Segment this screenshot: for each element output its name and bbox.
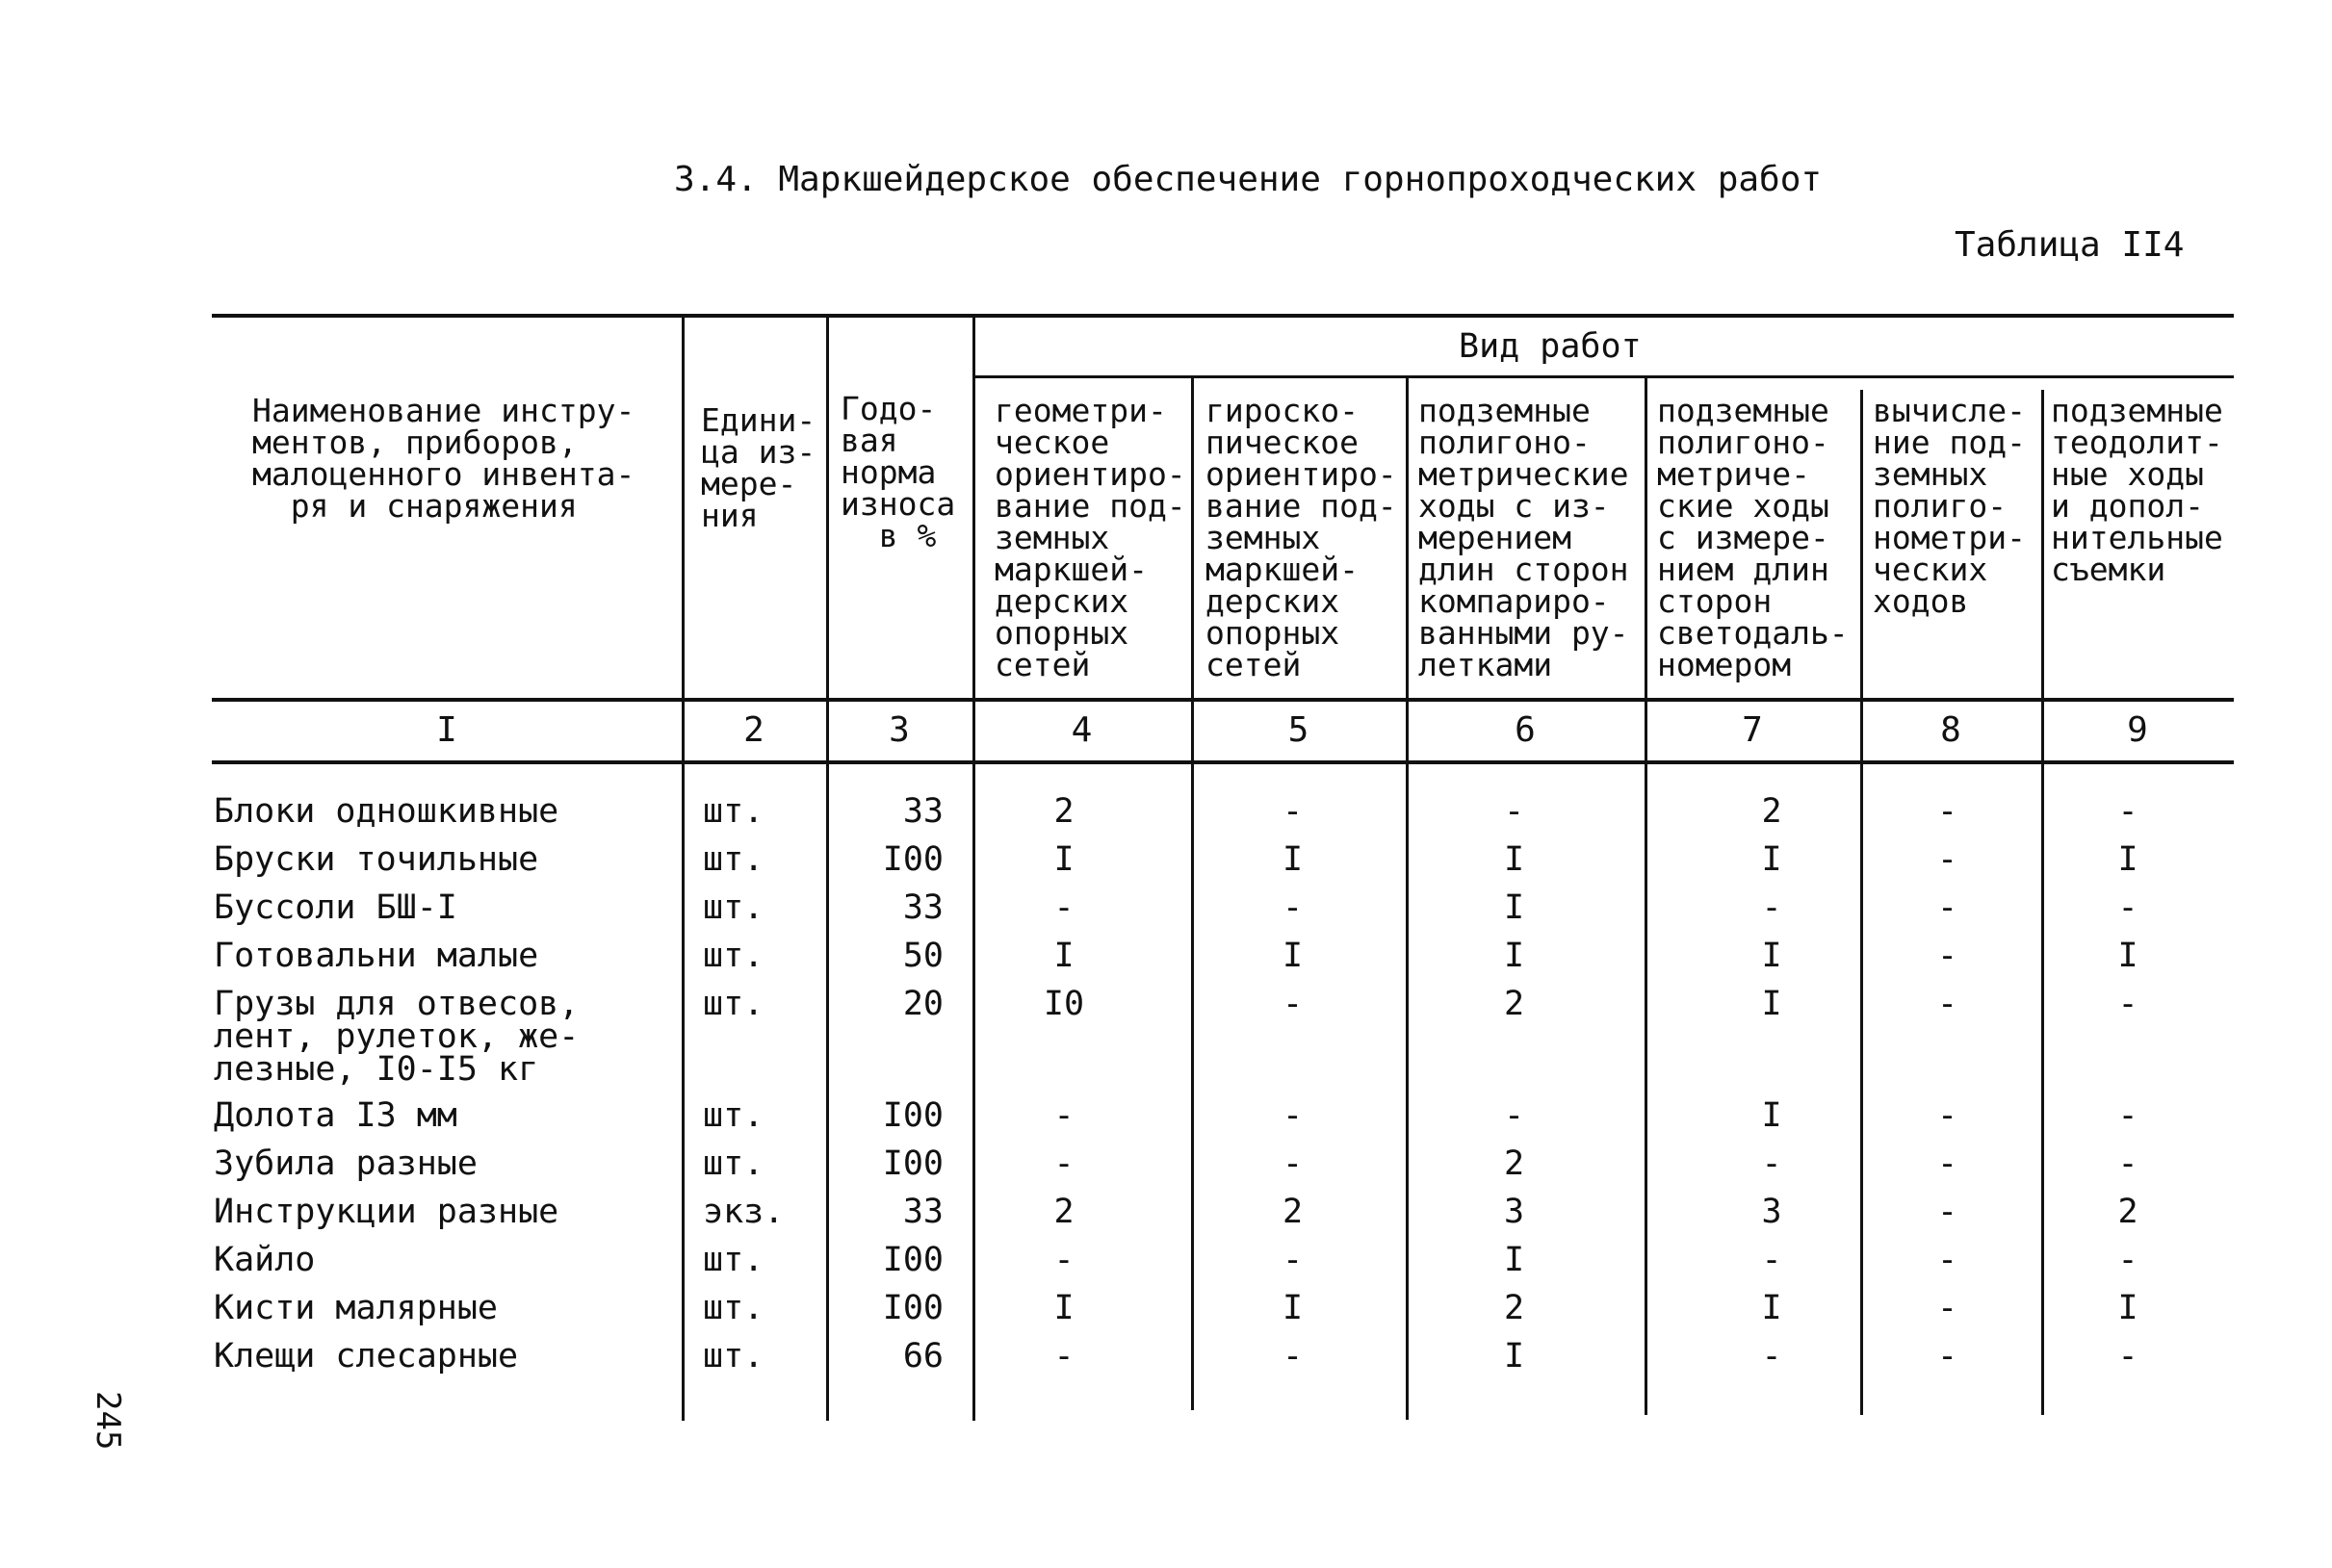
- table-row: [0, 840, 2332, 889]
- header-column-8: вычисле- ние под- земных полиго- нометри- ческих ходов: [1873, 392, 2026, 620]
- value-col-6: -: [1503, 792, 1525, 831]
- value-col-7: -: [1761, 1241, 1782, 1279]
- header-column-5: гироско- пическое ориентиро- вание под- земных маркшей- дерских опорных сетей: [1205, 392, 1397, 683]
- header-bottom-rule: [212, 698, 2234, 702]
- item-wear-rate: 66: [902, 1337, 944, 1375]
- value-col-8: -: [1936, 985, 1958, 1023]
- value-col-8: -: [1936, 937, 1958, 975]
- item-name: Клещи слесарные: [214, 1337, 519, 1375]
- value-col-8: -: [1936, 1144, 1958, 1183]
- item-unit: шт.: [703, 985, 764, 1023]
- item-name: Кисти малярные: [214, 1289, 499, 1327]
- value-col-9: -: [2117, 1144, 2138, 1183]
- value-col-4: -: [1053, 1337, 1075, 1375]
- item-unit: шт.: [703, 1337, 764, 1375]
- item-wear-rate: I00: [882, 1241, 944, 1279]
- item-name: Блоки одношкивные: [214, 792, 559, 831]
- value-col-5: -: [1282, 792, 1304, 831]
- item-unit: экз.: [703, 1193, 785, 1231]
- header-column-6: подземные полигоно- метрические ходы с из- мерением длин сторон компариро- ванными ру- летками: [1418, 392, 1629, 683]
- value-col-8: -: [1936, 888, 1958, 927]
- table-row: [0, 939, 2332, 986]
- value-col-7: -: [1761, 888, 1782, 927]
- table-label: Таблица II4: [1955, 225, 2185, 265]
- value-col-6: I: [1503, 1337, 1525, 1375]
- value-col-4: I: [1053, 937, 1075, 975]
- table-row: [0, 792, 2332, 841]
- table-row: [0, 1096, 2332, 1145]
- value-col-9: -: [2117, 985, 2138, 1023]
- value-col-8: -: [1936, 840, 1958, 879]
- value-col-8: -: [1936, 1337, 1958, 1375]
- value-col-7: -: [1761, 1337, 1782, 1375]
- header-name-column: Наименование инстру- ментов, приборов, малоценного инвента- ря и снаряжения: [252, 392, 635, 525]
- value-col-4: 2: [1053, 792, 1075, 831]
- value-col-4: I: [1053, 1289, 1075, 1327]
- item-wear-rate: 33: [902, 1193, 944, 1231]
- item-wear-rate: I00: [882, 1144, 944, 1183]
- value-col-9: I: [2117, 1289, 2138, 1327]
- page-title: 3.4. Маркшейдерское обеспечение горнопроходческих работ: [674, 160, 1823, 199]
- value-col-6: I: [1503, 840, 1525, 879]
- value-col-6: 2: [1503, 1144, 1525, 1183]
- header-column-4: геометри- ческое ориентиро- вание под- земных маркшей- дерских опорных сетей: [995, 392, 1186, 683]
- value-col-7: 3: [1761, 1193, 1782, 1231]
- table-top-rule: [212, 314, 2234, 318]
- item-name: Грузы для отвесов, лент, рулеток, же- лезные, I0-I5 кг: [214, 985, 580, 1089]
- column-number: I: [436, 710, 457, 750]
- value-col-5: 2: [1282, 1193, 1304, 1231]
- column-number: 2: [743, 710, 764, 750]
- value-col-5: I: [1282, 1289, 1304, 1327]
- value-col-7: -: [1761, 1144, 1782, 1183]
- value-col-4: I: [1053, 840, 1075, 879]
- value-col-7: I: [1761, 937, 1782, 975]
- value-col-5: -: [1282, 1096, 1304, 1135]
- item-unit: шт.: [703, 937, 764, 975]
- item-unit: шт.: [703, 1289, 764, 1327]
- item-wear-rate: I00: [882, 1289, 944, 1327]
- value-col-5: -: [1282, 888, 1304, 927]
- value-col-5: I: [1282, 937, 1304, 975]
- item-wear-rate: 20: [902, 985, 944, 1023]
- value-col-8: -: [1936, 1096, 1958, 1135]
- value-col-8: -: [1936, 1193, 1958, 1231]
- value-col-6: 2: [1503, 1289, 1525, 1327]
- table-row: [0, 1195, 2332, 1242]
- item-name: Долота I3 мм: [214, 1096, 457, 1135]
- item-unit: шт.: [703, 792, 764, 831]
- item-wear-rate: 33: [902, 888, 944, 927]
- item-name: Инструкции разные: [214, 1193, 559, 1231]
- header-column-7: подземные полигоно- метриче- ские ходы с измере- нием длин сторон светодаль- номером: [1657, 392, 1849, 683]
- header-column-9: подземные теодолит- ные ходы и допол- нительные съемки: [2051, 392, 2223, 588]
- item-name: Бруски точильные: [214, 840, 539, 879]
- value-col-7: 2: [1761, 792, 1782, 831]
- column-number: 8: [1940, 710, 1961, 750]
- value-col-8: -: [1936, 792, 1958, 831]
- value-col-8: -: [1936, 1289, 1958, 1327]
- item-name: Буссоли БШ-I: [214, 888, 457, 927]
- column-number: 3: [889, 710, 910, 750]
- column-number: 9: [2127, 710, 2148, 750]
- item-name: Кайло: [214, 1241, 316, 1279]
- item-unit: шт.: [703, 1144, 764, 1183]
- item-name: Готовальни малые: [214, 937, 539, 975]
- value-col-6: I: [1503, 937, 1525, 975]
- value-col-9: I: [2117, 840, 2138, 879]
- value-col-8: -: [1936, 1241, 1958, 1279]
- value-col-6: I: [1503, 888, 1525, 927]
- value-col-6: I: [1503, 1241, 1525, 1279]
- value-col-9: -: [2117, 1337, 2138, 1375]
- value-col-9: I: [2117, 937, 2138, 975]
- column-number: 4: [1071, 710, 1093, 750]
- item-unit: шт.: [703, 840, 764, 879]
- value-col-7: I: [1761, 985, 1782, 1023]
- item-name: Зубила разные: [214, 1144, 478, 1183]
- value-col-4: -: [1053, 1144, 1075, 1183]
- table-row: [0, 888, 2332, 938]
- column-numbers-rule: [212, 760, 2234, 764]
- value-col-7: I: [1761, 1096, 1782, 1135]
- value-col-7: I: [1761, 1289, 1782, 1327]
- value-col-5: -: [1282, 985, 1304, 1023]
- value-col-9: -: [2117, 1241, 2138, 1279]
- value-col-6: 3: [1503, 1193, 1525, 1231]
- value-col-5: -: [1282, 1241, 1304, 1279]
- value-col-6: -: [1503, 1096, 1525, 1135]
- header-wear-rate-column: Годо- вая норма износа в %: [841, 390, 956, 554]
- item-wear-rate: I00: [882, 840, 944, 879]
- table-row: [0, 985, 2332, 1093]
- item-wear-rate: 50: [902, 937, 944, 975]
- table-row: [0, 1241, 2332, 1290]
- value-col-4: -: [1053, 1096, 1075, 1135]
- value-col-4: -: [1053, 1241, 1075, 1279]
- table-row: [0, 1144, 2332, 1194]
- value-col-9: -: [2117, 888, 2138, 927]
- table-row: [0, 1337, 2332, 1386]
- group-header-rule: [972, 375, 2234, 378]
- column-number: 6: [1515, 710, 1536, 750]
- value-col-9: 2: [2117, 1193, 2138, 1231]
- item-wear-rate: 33: [902, 792, 944, 831]
- item-unit: шт.: [703, 1241, 764, 1279]
- item-wear-rate: I00: [882, 1096, 944, 1135]
- header-unit-column: Едини- ца из- мере- ния: [701, 401, 816, 534]
- value-col-4: I0: [1043, 985, 1085, 1023]
- value-col-5: -: [1282, 1144, 1304, 1183]
- value-col-6: 2: [1503, 985, 1525, 1023]
- value-col-7: I: [1761, 840, 1782, 879]
- header-work-type-group: Вид работ: [1459, 327, 1642, 366]
- value-col-4: -: [1053, 888, 1075, 927]
- table-row: [0, 1289, 2332, 1338]
- value-col-9: -: [2117, 792, 2138, 831]
- item-unit: шт.: [703, 888, 764, 927]
- column-number: 7: [1742, 710, 1763, 750]
- value-col-5: -: [1282, 1337, 1304, 1375]
- value-col-9: -: [2117, 1096, 2138, 1135]
- page-number: 245: [89, 1391, 127, 1451]
- value-col-4: 2: [1053, 1193, 1075, 1231]
- item-unit: шт.: [703, 1096, 764, 1135]
- column-number: 5: [1287, 710, 1309, 750]
- value-col-5: I: [1282, 840, 1304, 879]
